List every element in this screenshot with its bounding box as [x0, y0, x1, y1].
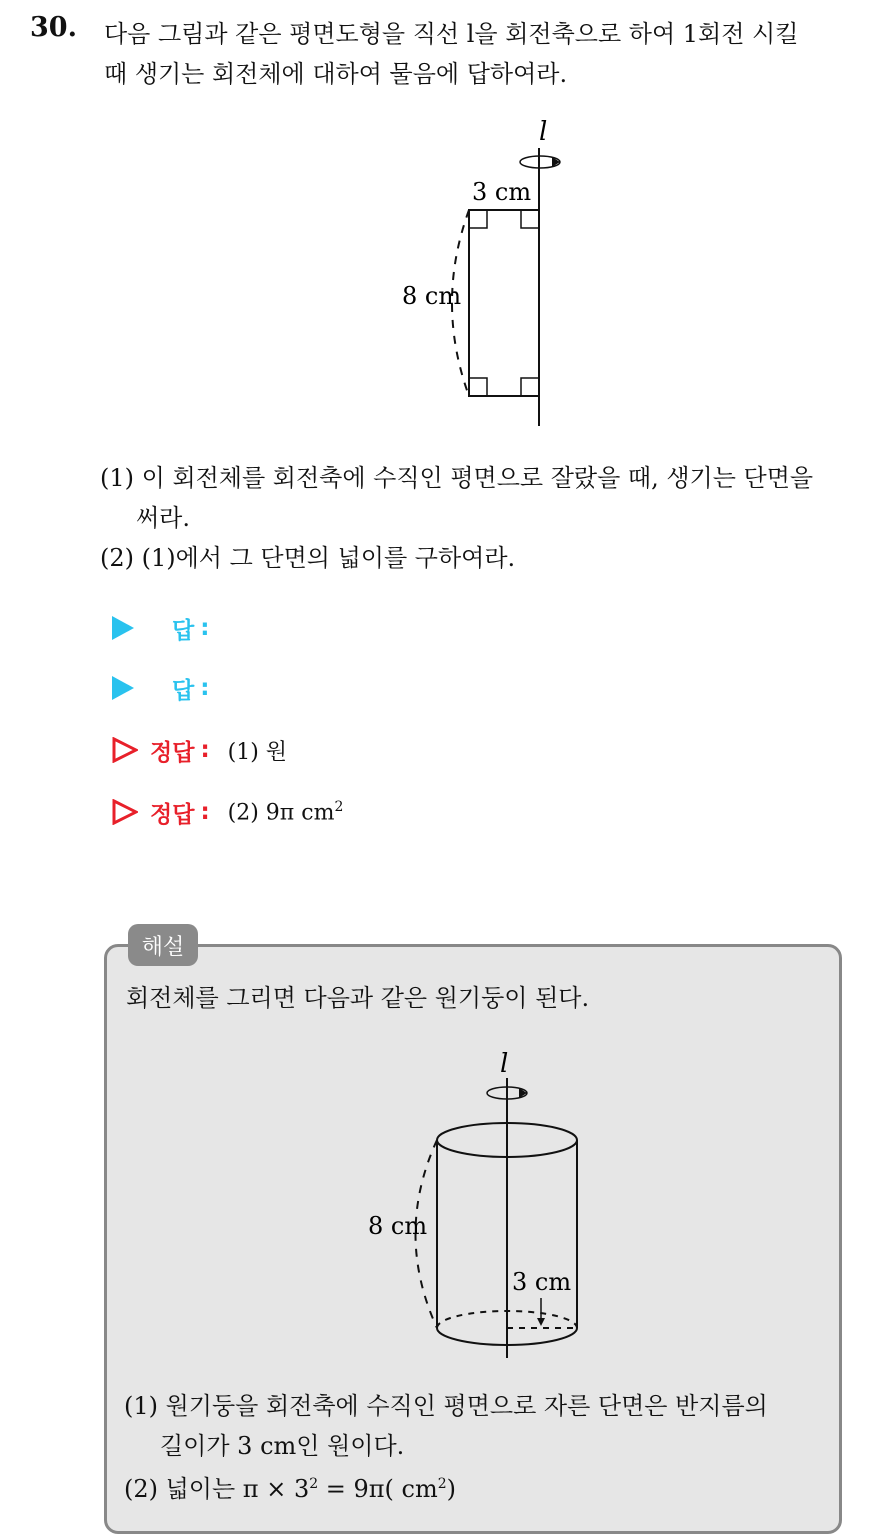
correct-label: 정답	[150, 801, 195, 828]
right-angle-mark	[521, 210, 539, 228]
answer-colon: :	[200, 675, 210, 701]
figure2-height-label: 8 cm	[368, 1212, 428, 1240]
correct-colon: :	[200, 799, 210, 825]
play-triangle-icon	[112, 676, 134, 700]
subquestion-1	[100, 458, 813, 538]
question-text	[104, 14, 874, 94]
correct-colon: :	[200, 737, 210, 763]
figure1-width-label: 3 cm	[472, 178, 532, 206]
question-text-line1: 다음 그림과 같은 평면도형을 직선 l을 회전축으로 하여 1회전 시킬	[104, 20, 799, 48]
figure-rectangle	[380, 110, 600, 440]
question-text-line2: 때 생기는 회전체에 대하여 물음에 답하여라.	[104, 60, 568, 88]
figure2-radius-label: 3 cm	[512, 1268, 572, 1296]
subquestion-1-line2: 써라.	[136, 504, 190, 532]
answer-label: 답	[172, 617, 195, 644]
correct-answer-1: (1) 원	[227, 739, 288, 765]
right-angle-mark	[469, 210, 487, 228]
solution-tag: 해설	[128, 924, 198, 966]
correct-answer-2: (2) 9π $cm^2$	[227, 798, 344, 826]
answer-colon: :	[200, 615, 210, 641]
answer-row-1	[112, 608, 209, 648]
right-angle-mark	[521, 378, 539, 396]
correct-answer-row-1	[112, 730, 287, 770]
rectangle-shape	[469, 210, 539, 396]
question-number: 30.	[30, 12, 77, 43]
right-angle-mark	[469, 378, 487, 396]
solution-1-line2: 길이가 3 cm인 원이다.	[160, 1432, 405, 1460]
figure2-axis-label: l	[500, 1049, 509, 1079]
solution-1	[124, 1386, 768, 1466]
radius-pointer-arrowhead-icon	[537, 1318, 545, 1326]
correct-answer-row-2	[112, 792, 343, 832]
correct-label: 정답	[150, 739, 195, 766]
figure1-axis-label: l	[539, 117, 548, 147]
answer-row-2	[112, 668, 209, 708]
solution-intro: 회전체를 그리면 다음과 같은 원기둥이 된다.	[126, 984, 590, 1012]
outline-triangle-icon	[112, 799, 138, 825]
figure-cylinder	[360, 1040, 600, 1370]
subquestion-1-line1: (1) 이 회전체를 회전축에 수직인 평면으로 잘랐을 때, 생기는 단면을	[100, 464, 814, 492]
figure1-height-label: 8 cm	[402, 282, 462, 310]
outline-triangle-icon	[112, 737, 138, 763]
answer-label: 답	[172, 677, 195, 704]
solution-2: (2) 넓이는 $\pi \times 3^2 = 9\pi$( $cm^2$)	[124, 1475, 457, 1503]
solution-1-line1: (1) 원기둥을 회전축에 수직인 평면으로 자른 단면은 반지름의	[124, 1392, 768, 1420]
subquestion-2: (2) (1)에서 그 단면의 넓이를 구하여라.	[100, 544, 516, 572]
play-triangle-icon	[112, 616, 134, 640]
